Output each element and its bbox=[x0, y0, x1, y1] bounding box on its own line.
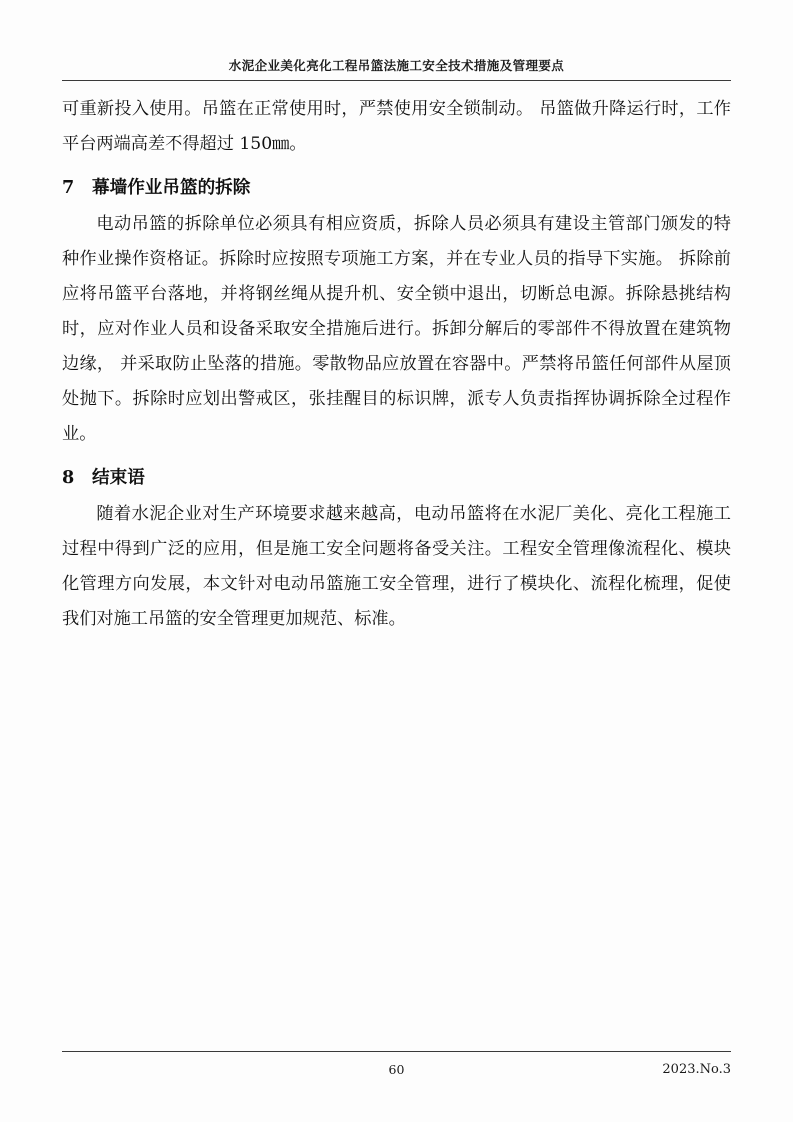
running-head-title: 水泥企业美化亮化工程吊篮法施工安全技术措施及管理要点 bbox=[228, 58, 565, 73]
page-footer bbox=[62, 1062, 731, 1084]
section-number-8: 8 bbox=[62, 467, 75, 488]
continued-paragraph: 可重新投入使用。吊篮在正常使用时，严禁使用安全锁制动。 吊篮做升降运行时，工作平台两端高差不得超过 150㎜。 bbox=[62, 99, 731, 154]
footer-divider bbox=[62, 1051, 731, 1052]
section-number-7: 7 bbox=[62, 177, 75, 198]
section-title-7: 幕墙作业吊篮的拆除 bbox=[92, 178, 251, 198]
section-heading-7 bbox=[62, 171, 731, 205]
section-paragraph-8: 随着水泥企业对生产环境要求越来越高，电动吊篮将在水泥厂美化、亮化工程施工过程中得到广泛的应用，但是施工安全问题将备受关注。工程安全管理像流程化、模块化管理方向发展，本文针对电动吊篮施工安全管理，进行了模块化、流程化梳理，促使我们对施工吊篮的安全管理更加规范、标准。 bbox=[62, 504, 731, 629]
page-number: 60 bbox=[388, 1062, 405, 1077]
issue-label: 2023.No.3 bbox=[662, 1062, 731, 1077]
header-divider bbox=[62, 80, 731, 81]
section-title-8: 结束语 bbox=[92, 468, 145, 488]
document-body bbox=[62, 92, 731, 637]
section-heading-8 bbox=[62, 461, 731, 495]
running-head bbox=[62, 56, 731, 74]
section-paragraph-7: 电动吊篮的拆除单位必须具有相应资质，拆除人员必须具有建设主管部门颁发的特种作业操作资格证。拆除时应按照专项施工方案，并在专业人员的指导下实施。 拆除前应将吊篮平台落地，并将钢丝绳从提升机、安全锁中退出，切断总电源。拆除悬挑结构时，应对作业人员和设备采取安全措施后进行。拆卸分解后的零部件不得放置在建筑物边缘， 并采取防止坠落的措施。零散物品应放置在容器中。严禁将吊篮任何部件从屋顶处抛下。拆除时应划出警戒区，张挂醒目的标识牌，派专人负责指挥协调拆除全过程作业。 bbox=[62, 214, 731, 444]
